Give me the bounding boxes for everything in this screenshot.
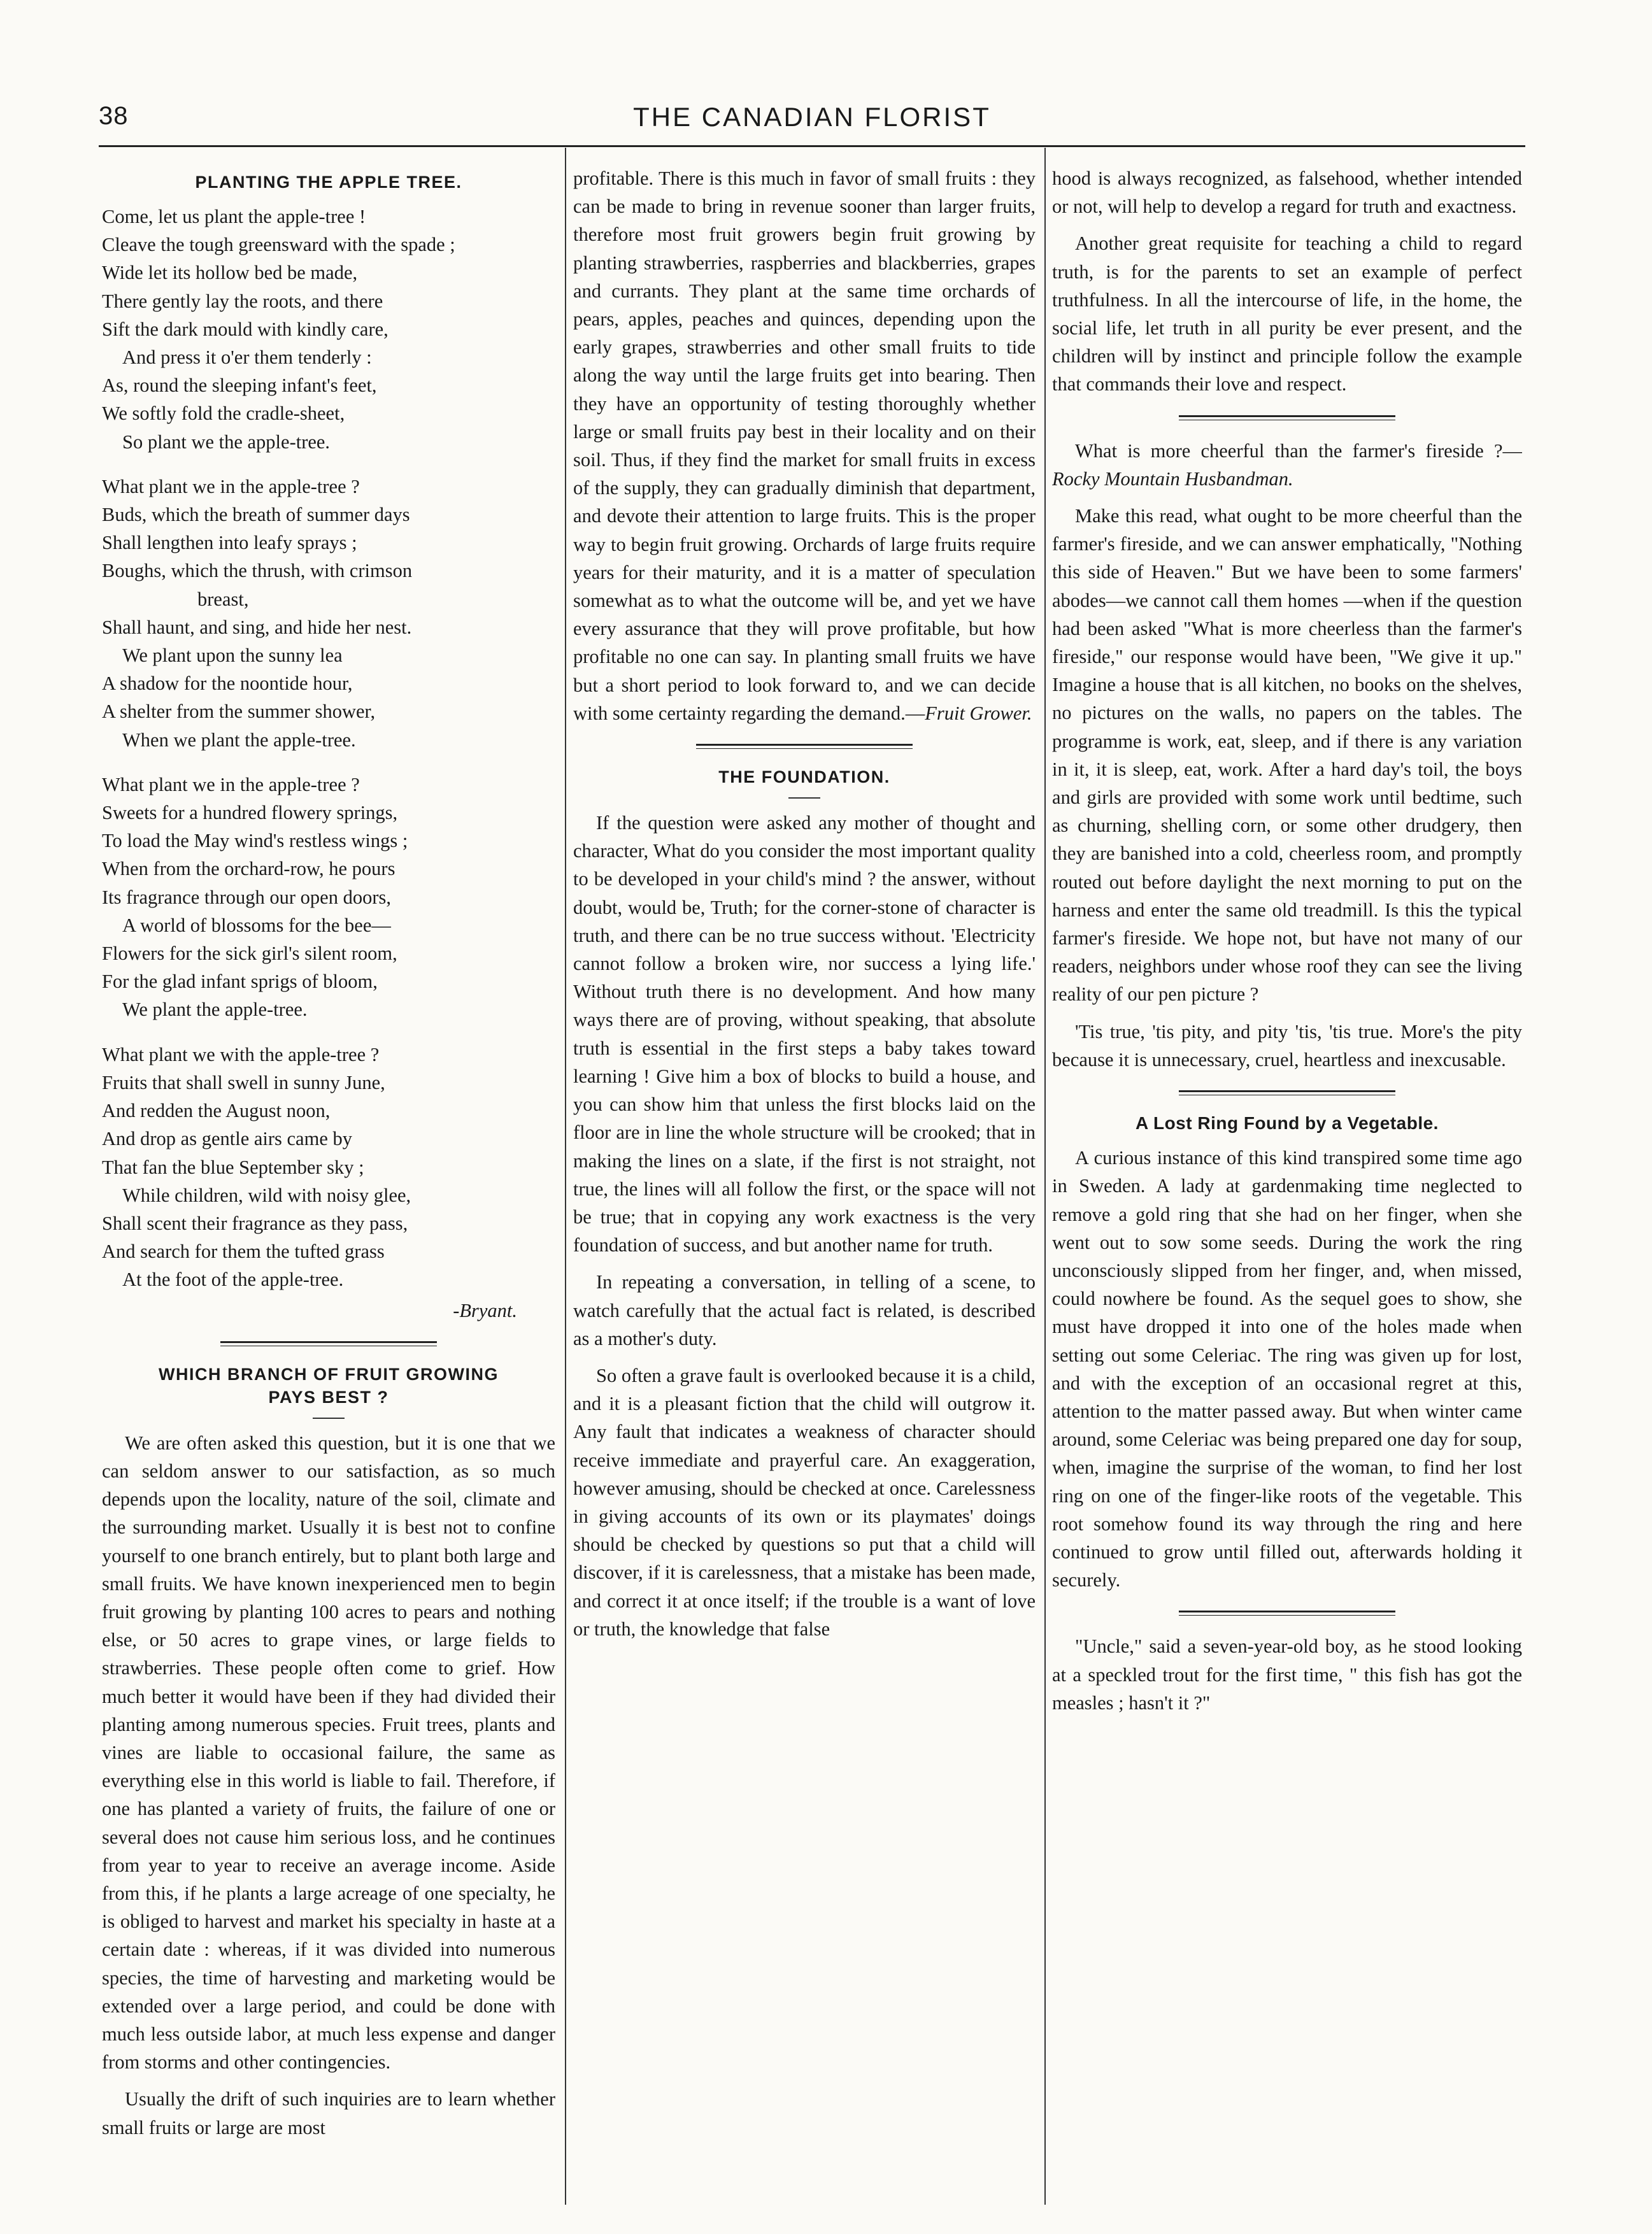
poem-line: And press it o'er them tenderly : bbox=[122, 346, 372, 369]
section-separator bbox=[1179, 1611, 1395, 1616]
paragraph: Make this read, what ought to be more cheerful than the farmer's fireside, and we can answer emphatically, "Nothing this side of Heaven." But we have been to some farmers' abodes—we cannot call them homes —when if the question had been asked "What is more cheerless than the farmer's fireside," our response would have been, "We give it up." Imagine a house that is all kitchen, no books on the shelves, no pictures on the walls, no papers on the tables. The programme is work, eat, sleep, and if there is any variation in it, it is sleep, eat, work. After a hard day's toil, the boys and girls are provided with some work until bedtime, such as churning, shelling corn, or some other drudgery, then they are banished into a cold, cheerless room, and promptly routed out before daylight the next morning to put on the harness and enter the same old treadmill. Is this the typical farmer's fireside. We hope not, but have not many of our readers, neighbors under whose roof they can see the living reality of our pen picture ? bbox=[1052, 505, 1522, 1006]
poem-line: When from the orchard-row, he pours bbox=[102, 858, 395, 880]
poem-line: So plant we the apple-tree. bbox=[122, 430, 331, 453]
section-separator bbox=[1179, 1090, 1395, 1095]
page-number: 38 bbox=[99, 102, 129, 130]
column-2 bbox=[573, 164, 1036, 2183]
poem-line: breast, bbox=[197, 588, 249, 610]
poem-line: There gently lay the roots, and there bbox=[102, 290, 383, 312]
title-rule bbox=[313, 1418, 345, 1419]
poem-line: Come, let us plant the apple-tree ! bbox=[102, 206, 366, 227]
article-title-line1: WHICH BRANCH OF FRUIT GROWING bbox=[159, 1364, 499, 1384]
poem-line: What plant we in the apple-tree ? bbox=[102, 773, 360, 795]
poem-line: A shadow for the noontide hour, bbox=[102, 672, 353, 695]
paragraph: Another great requisite for teaching a child to regard truth, is for the parents to set an example of perfect truthfulness. In all the intercourse of life, in the home, the social life, let truth in all purity be ever present, and the children will by instinct and principle follow the example that commands their love and respect. bbox=[1052, 232, 1522, 395]
poem-attribution: -Bryant. bbox=[453, 1299, 517, 1321]
paragraph: If the question were asked any mother of thought and character, What do you consider the most important quality to be developed in your child's mind ? the answer, without doubt, would be, Truth; for the corner-stone of character is truth, and there can be no true success without. 'Electricity cannot follow a broken wire, nor success a lying life.' Without truth there is no development. And how many ways there are of proving, without speaking, that absolute truth is essential in the first steps a baby takes toward learning ! Give him a box of blocks to build a house, and you can show him that unless the first blocks laid on the floor are in line the whole structure will be crooked; that in making the lines on a slate, if the first is not straight, not true, the lines will all follow the first, or the space will not be true; that in copying any work exactness is the very foundation of success, and but another name for truth. bbox=[573, 812, 1036, 1256]
poem-line: For the glad infant sprigs of bloom, bbox=[102, 971, 378, 993]
article-title: THE FOUNDATION. bbox=[718, 767, 890, 787]
paragraph: "Uncle," said a seven-year-old boy, as he stood looking at a speckled trout for the first time, " this fish has got the measles ; hasn't it ?" bbox=[1052, 1635, 1522, 1714]
paragraph: We are often asked this question, but it is one that we can seldom answer to our satisfaction, as so much depends upon the locality, nature of the soil, climate and the surrounding market. Usually it is best not to confine yourself to one branch entirely, but to plant both large and small fruits. We have known inexperienced men to begin fruit growing by planting 100 acres to pears and nothing else, or 50 acres to grape vines, or large fields to strawberries. These people often come to grief. How much better it would have been if they had divided their planting among numerous species. Fruit trees, plants and vines are liable to occasional failure, the same as everything else in this world is liable to fail. Therefore, if one has planted a variety of fruits, the failure of one or several does not cause him serious loss, and he continues from year to year to receive an average income. Aside from this, if he plants a large acreage of one specialty, he is obliged to harvest and market his specialty in haste at a certain date : whereas, if it was divided into numerous species, the time of harvesting and marketing would be extended over a large period, and could be done with much less outside labor, at much less expense and danger from storms and other contingencies. bbox=[102, 1432, 555, 2074]
poem-line: When we plant the apple-tree. bbox=[122, 729, 356, 751]
poem-line: At the foot of the apple-tree. bbox=[122, 1269, 344, 1291]
poem-line: A shelter from the summer shower, bbox=[102, 701, 376, 723]
poem-stanza bbox=[102, 1041, 555, 1294]
paragraph: 'Tis true, 'tis pity, and pity 'tis, 'tis true. More's the pity because it is unnecessary, cruel, heartless and inexcusable. bbox=[1052, 1020, 1522, 1071]
poem-line: Flowers for the sick girl's silent room, bbox=[102, 943, 397, 965]
paragraph-text: profitable. There is this much in favor of small fruits : they can be made to bring in revenue sooner than larger fruits, therefore most fruit growers begin fruit growing by planting strawberries, raspberries and blackberries, grapes and currants. They plant at the same time orchards of pears, apples, peaches and quinces, depending upon the early grapes, strawberries and other small fruits to tide along the way until the large fruits get into bearing. Then they have an opportunity of testing thoroughly whether large or small fruits pay best in their locality and on their soil. Thus, if they find the market for small fruits in excess of the supply, they can gradually diminish that department, and devote their attention to large fruits. This is the proper way to begin fruit growing. Orchards of large fruits require years for their maturity, and it is a matter of speculation somewhat as to what the outcome will be, and yet we have every assurance that they will prove profitable, but how profitable no one can say. In planting small fruits we have but a short period to look forward to, and we can decide with some certainty regarding the demand.— bbox=[573, 167, 1036, 724]
poem-line: Sift the dark mould with kindly care, bbox=[102, 318, 388, 340]
column-3 bbox=[1052, 164, 1522, 2183]
poem-line: Shall haunt, and sing, and hide her nest. bbox=[102, 616, 412, 638]
article-title: A Lost Ring Found by a Vegetable. bbox=[1136, 1113, 1439, 1134]
title-rule bbox=[788, 797, 820, 799]
paragraph: In repeating a conversation, in telling of a scene, to watch carefully that the actual fact is related, is described as a mother's duty. bbox=[573, 1271, 1036, 1349]
poem-line: Cleave the tough greensward with the spade ; bbox=[102, 234, 455, 256]
source-credit: Rocky Mountain Husbandman. bbox=[1052, 467, 1293, 490]
poem-line: Wide let its hollow bed be made, bbox=[102, 262, 358, 284]
poem-line: We plant upon the sunny lea bbox=[122, 644, 343, 667]
poem-line: To load the May wind's restless wings ; bbox=[102, 830, 408, 852]
paragraph: A curious instance of this kind transpired some time ago in Sweden. A lady at gardenmaking time neglected to remove a gold ring that she had on her finger, when she went out to sow some seeds. During the work the ring unconsciously slipped from her finger, and, when missed, could nowhere be found. As the sequel goes to show, she must have dropped it into one of the holes made when setting out some Celeriac. The ring was given up for lost, and with the exception of an occasional regret at this, attention to the matter passed away. But when winter came around, some Celeriac was being prepared one day for soup, when, imagine the surprise of the woman, to find her lost ring on one of the finger-like roots of the vegetable. This root somehow found its way through the ring and here continued to grow until filled out, afterwards holding it securely. bbox=[1052, 1147, 1522, 1591]
source-credit: Fruit Grower. bbox=[925, 702, 1032, 724]
poem-line: And redden the August noon, bbox=[102, 1100, 331, 1122]
poem-line: Boughs, which the thrush, with crimson bbox=[102, 560, 413, 582]
poem-line: That fan the blue September sky ; bbox=[102, 1156, 364, 1178]
section-separator bbox=[1179, 415, 1395, 420]
poem-line: We softly fold the cradle-sheet, bbox=[102, 402, 345, 425]
poem-line: Fruits that shall swell in sunny June, bbox=[102, 1071, 385, 1093]
section-separator bbox=[220, 1341, 437, 1346]
article-title-line2: PAYS BEST ? bbox=[268, 1387, 389, 1407]
paragraph-continued bbox=[573, 164, 1036, 727]
poem-title: PLANTING THE APPLE TREE. bbox=[195, 173, 462, 192]
poem-stanza bbox=[102, 203, 555, 456]
poem-line: What plant we in the apple-tree ? bbox=[102, 475, 360, 497]
poem-line: Its fragrance through our open doors, bbox=[102, 886, 391, 908]
poem-line: And search for them the tufted grass bbox=[102, 1241, 385, 1263]
poem-line: Sweets for a hundred flowery springs, bbox=[102, 802, 398, 824]
page-header bbox=[99, 102, 1525, 141]
section-separator bbox=[696, 744, 913, 749]
journal-title: THE CANADIAN FLORIST bbox=[633, 102, 991, 132]
poem-line: And drop as gentle airs came by bbox=[102, 1128, 352, 1150]
poem-line: While children, wild with noisy glee, bbox=[122, 1184, 411, 1206]
poem-line: What plant we with the apple-tree ? bbox=[102, 1043, 380, 1065]
header-rule bbox=[99, 145, 1525, 147]
column-divider bbox=[565, 148, 566, 2205]
poem-stanza bbox=[102, 771, 555, 1024]
quote bbox=[1052, 437, 1522, 493]
paragraph: Usually the drift of such inquiries are to learn whether small fruits or large are most bbox=[102, 2088, 555, 2138]
paragraph: So often a grave fault is overlooked because it is a child, and it is a pleasant fiction that the child will outgrow it. Any fault that indicates a weakness of character should receive immediate and prayerful care. An exaggeration, however amusing, should be checked at once. Carelessness in giving accounts of its own or its playmates' doings should be checked by questions so put that a child will discover, if it is carelessness, that a mistake has been made, and correct it at once itself; if the trouble is a want of love or truth, the knowledge that false bbox=[573, 1364, 1036, 1640]
poem-line: As, round the sleeping infant's feet, bbox=[102, 374, 377, 397]
column-1 bbox=[102, 164, 555, 2183]
poem-stanza bbox=[102, 473, 555, 754]
poem-line: Shall lengthen into leafy sprays ; bbox=[102, 532, 357, 554]
poem-line: Buds, which the breath of summer days bbox=[102, 504, 410, 526]
poem-line: Shall scent their fragrance as they pass, bbox=[102, 1212, 408, 1234]
quote-text: What is more cheerful than the farmer's fireside ?— bbox=[1075, 439, 1522, 462]
poem-line: A world of blossoms for the bee— bbox=[122, 914, 391, 936]
poem-line: We plant the apple-tree. bbox=[122, 999, 308, 1021]
paragraph-continued: hood is always recognized, as falsehood, whether intended or not, will help to develop a regard for truth and exactness. bbox=[1052, 167, 1522, 218]
column-divider bbox=[1044, 148, 1046, 2205]
